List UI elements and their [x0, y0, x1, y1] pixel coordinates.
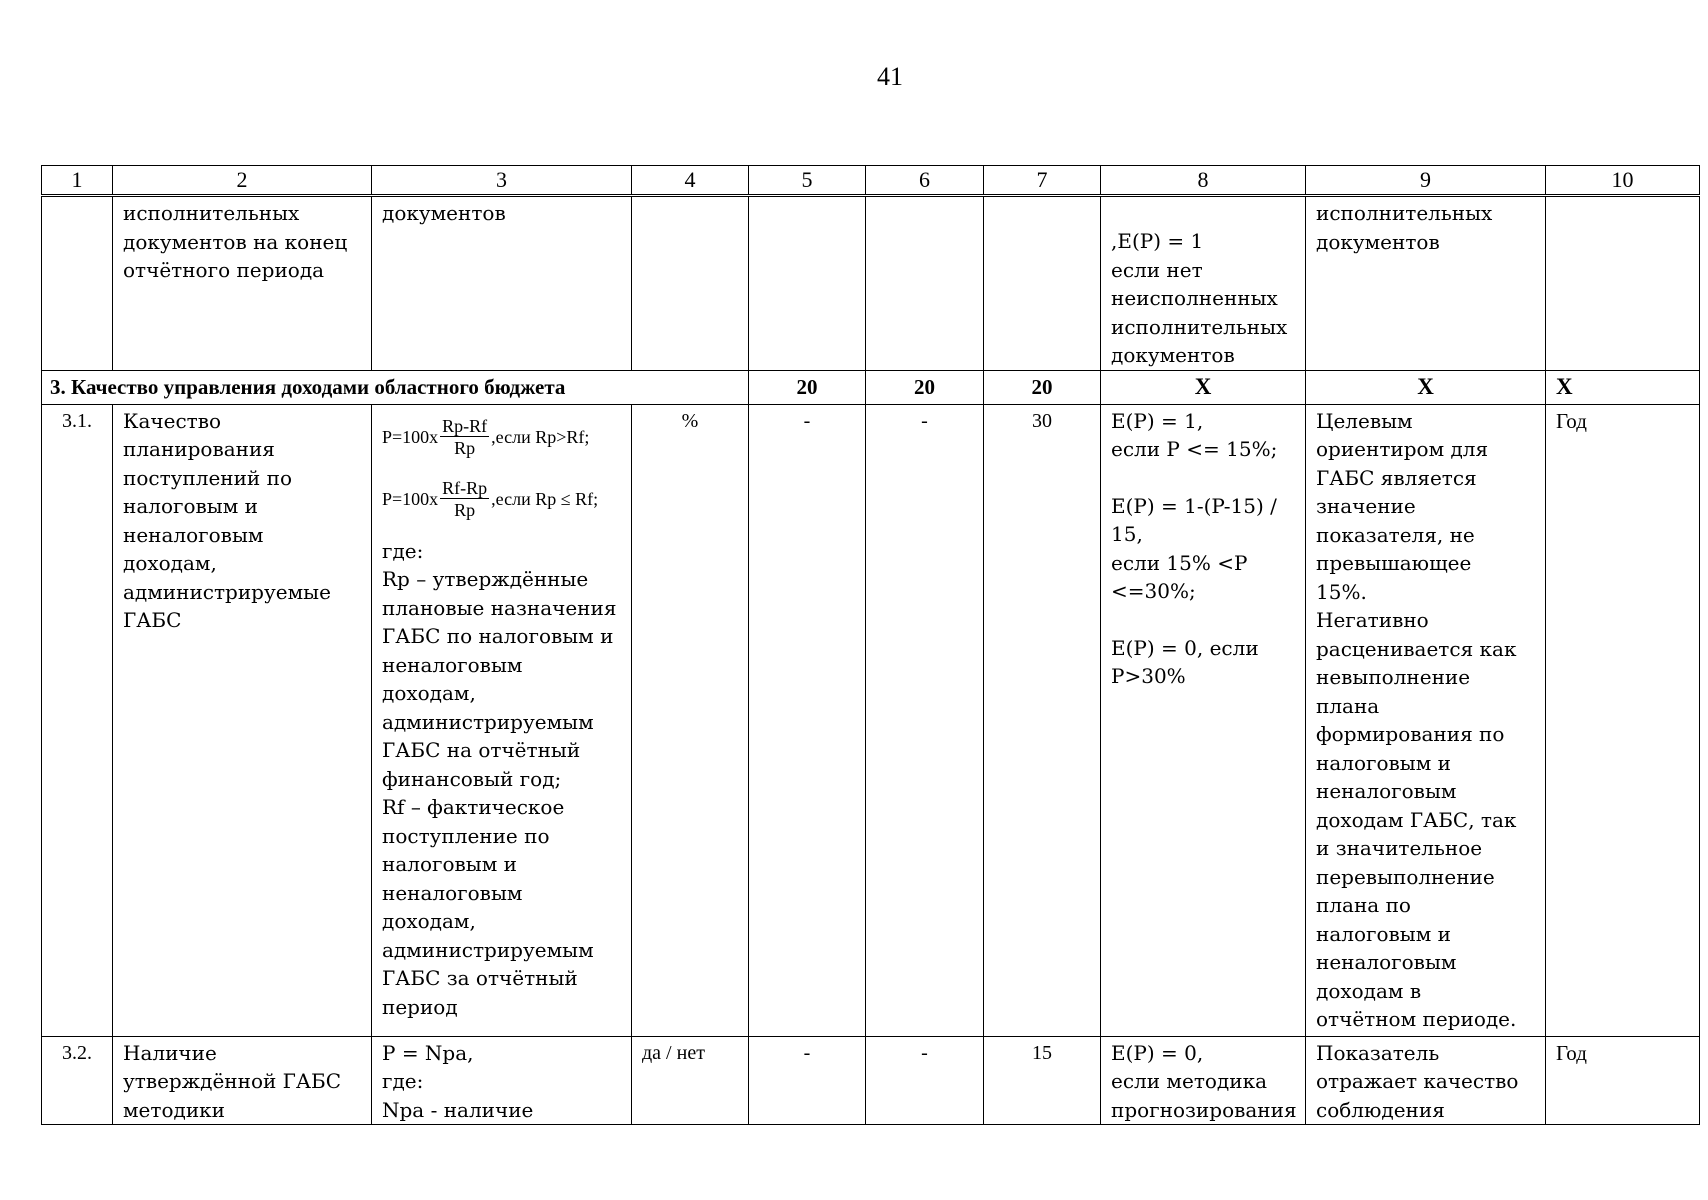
text-line: неналоговым	[382, 652, 523, 677]
fraction-numerator: Rf-Rp	[442, 478, 488, 498]
comment-cell	[1306, 1036, 1546, 1125]
fraction	[440, 416, 489, 459]
value-c6: -	[866, 1036, 984, 1125]
cell-num	[42, 196, 113, 371]
fraction-denominator: Rp	[454, 500, 476, 520]
text-line: неналоговым	[1316, 950, 1457, 974]
column-number-row	[42, 166, 1700, 196]
formula-cell	[372, 404, 632, 1036]
indicator-name	[113, 404, 372, 1036]
text-line: ГАБС на отчётный	[382, 738, 581, 762]
text-line: ориентиром для	[1316, 437, 1489, 461]
text-line: отражает качество	[1316, 1069, 1519, 1093]
text-line: поступлений по	[123, 465, 292, 490]
column-header: 8	[1101, 166, 1306, 196]
text-line: доходам в	[1316, 978, 1422, 1003]
text-line: <=30%;	[1111, 579, 1196, 603]
text-line: где:	[382, 1069, 424, 1093]
text-line: неналоговым	[1316, 779, 1457, 803]
text-line: документов	[1316, 229, 1440, 254]
formula-condition: ,если Rp>Rf;	[491, 427, 590, 448]
text-line: документов	[1111, 343, 1235, 367]
text-line: неисполненных	[1111, 286, 1278, 310]
text-line: отчётного периода	[123, 258, 325, 282]
text-line: плана по	[1316, 893, 1411, 917]
weight-value: 15	[984, 1036, 1101, 1125]
text-line: перевыполнение	[1316, 864, 1495, 889]
weight-value: 30	[984, 404, 1101, 1036]
text-line: финансовый год;	[382, 766, 562, 791]
text-line: ГАБС является	[1316, 465, 1477, 490]
column-header: 1	[42, 166, 113, 196]
text-line: P>30%	[1111, 664, 1186, 688]
text-line: Rp – утверждённые	[382, 567, 589, 591]
text-line: исполнительных	[1316, 201, 1493, 225]
column-header: 2	[113, 166, 372, 196]
text-line: Показатель	[1316, 1040, 1440, 1065]
text-line: методики	[123, 1097, 225, 1122]
text-line: невыполнение	[1316, 665, 1471, 689]
value-c5: -	[749, 404, 866, 1036]
indicator-number: 3.2.	[42, 1036, 113, 1125]
column-header: 9	[1306, 166, 1546, 196]
fraction	[440, 478, 489, 521]
text-line: исполнительных	[1111, 314, 1288, 339]
text-line: если 15% <P	[1111, 550, 1248, 575]
formula-prefix: P=100x	[382, 427, 439, 448]
column-header: 6	[866, 166, 984, 196]
indicator-number: 3.1.	[42, 404, 113, 1036]
text-line: ГАБС	[123, 608, 182, 632]
text-line: 15%.	[1316, 579, 1367, 604]
indicator-name-cont	[113, 196, 372, 371]
text-line: планирования	[123, 437, 275, 461]
text-line: доходам,	[382, 681, 476, 705]
text-line: E(P) = 0, если	[1111, 635, 1259, 660]
cell-empty	[749, 196, 866, 371]
page-number: 41	[877, 62, 903, 91]
column-header: 3	[372, 166, 632, 196]
section-value-c6: 20	[866, 370, 984, 404]
fraction-numerator: Rp-Rf	[442, 416, 488, 436]
formula-cell	[372, 1036, 632, 1125]
text-line: администрируемые	[123, 579, 331, 604]
evaluation-rules	[1101, 1036, 1306, 1125]
text-line: 15,	[1111, 522, 1143, 546]
cell-empty	[866, 196, 984, 371]
text-line: администрируемым	[382, 709, 594, 734]
formula-1	[382, 407, 621, 469]
text-line: значение	[1316, 494, 1416, 518]
evaluation-rules	[1101, 404, 1306, 1036]
comment-cell	[1306, 404, 1546, 1036]
text-line: Качество	[123, 408, 222, 433]
column-header: 5	[749, 166, 866, 196]
text-line: превышающее	[1316, 551, 1472, 575]
section-value-c7: 20	[984, 370, 1101, 404]
text-line: исполнительных	[123, 201, 300, 225]
text-line: E(P) = 1-(P-15) /	[1111, 493, 1277, 518]
unit-of-measure: %	[632, 404, 749, 1036]
unit-of-measure: да / нет	[632, 1036, 749, 1125]
text-line: отчётном периоде.	[1316, 1007, 1517, 1031]
comment-cont	[1306, 196, 1546, 371]
section-value-c10: X	[1546, 370, 1700, 404]
indicator-row-3-2	[42, 1036, 1700, 1125]
text-line: соблюдения	[1316, 1097, 1445, 1122]
text-line: плана	[1316, 693, 1380, 718]
text-line: расценивается как	[1316, 636, 1517, 661]
text-line: неналоговым доходам,	[123, 522, 264, 575]
cell-empty	[984, 196, 1101, 371]
text-line: плановые назначения	[382, 595, 617, 620]
column-header: 10	[1546, 166, 1700, 196]
period-cell: Год	[1546, 404, 1700, 1036]
cell-empty	[632, 196, 749, 371]
text-line: Негативно	[1316, 608, 1429, 632]
value-c5: -	[749, 1036, 866, 1125]
text-line: если методика	[1111, 1069, 1267, 1093]
text-line: Целевым	[1316, 408, 1413, 433]
text-line: ГАБС за отчётный	[382, 966, 578, 990]
text-line: поступление по	[382, 823, 550, 848]
text-line: неналоговым	[382, 880, 523, 905]
text-line: период	[382, 994, 458, 1019]
fraction-denominator: Rp	[454, 438, 476, 458]
text-line: Rf – фактическое	[382, 795, 565, 819]
formula-condition: ,если Rp ≤ Rf;	[491, 489, 599, 510]
period-cell: Год	[1546, 1036, 1700, 1125]
text-line: налоговым и	[382, 852, 517, 876]
text-line: Наличие	[123, 1040, 217, 1065]
column-header: 7	[984, 166, 1101, 196]
text-line: P = Npa,	[382, 1040, 474, 1065]
formula-cont	[372, 196, 632, 371]
indicator-row-3-1	[42, 404, 1700, 1036]
section-value-c9: X	[1306, 370, 1546, 404]
text-line: ГАБС по налоговым и	[382, 624, 614, 648]
text-line: если нет	[1111, 257, 1203, 282]
value-c6: -	[866, 404, 984, 1036]
evaluation-cont	[1101, 196, 1306, 371]
text-line: E(P) = 0,	[1111, 1040, 1204, 1065]
text-line: налоговым и	[1316, 921, 1451, 946]
continuation-row	[42, 196, 1700, 371]
text-line: налоговым и	[123, 494, 258, 518]
section-value-c5: 20	[749, 370, 866, 404]
section-row	[42, 370, 1700, 404]
column-header: 4	[632, 166, 749, 196]
indicator-name	[113, 1036, 372, 1125]
text-line: документов	[382, 201, 506, 225]
text-line: документов на конец	[123, 229, 348, 254]
text-line: утверждённой ГАБС	[123, 1069, 342, 1093]
text-line: формирования по	[1316, 722, 1505, 746]
section-title: 3. Качество управления доходами областного бюджета	[42, 370, 749, 404]
formula-2	[382, 469, 621, 531]
cell-empty	[1546, 196, 1700, 371]
text-line: ,E(P) = 1	[1111, 229, 1204, 253]
formula-prefix: P=100x	[382, 489, 439, 510]
text-line: где:	[382, 538, 424, 563]
text-line: если P <= 15%;	[1111, 437, 1278, 461]
section-value-c8: X	[1101, 370, 1306, 404]
text-line: показателя, не	[1316, 522, 1475, 547]
text-line: администрируемым	[382, 937, 594, 962]
indicator-table	[41, 165, 1700, 1125]
text-line: E(P) = 1,	[1111, 408, 1204, 433]
text-line: налоговым и	[1316, 750, 1451, 775]
text-line: прогнозирования	[1111, 1097, 1297, 1122]
text-line: доходам,	[382, 909, 476, 933]
text-line: и значительное	[1316, 836, 1483, 860]
text-line: Npa - наличие	[382, 1097, 534, 1122]
text-line: доходам ГАБС, так	[1316, 807, 1517, 832]
